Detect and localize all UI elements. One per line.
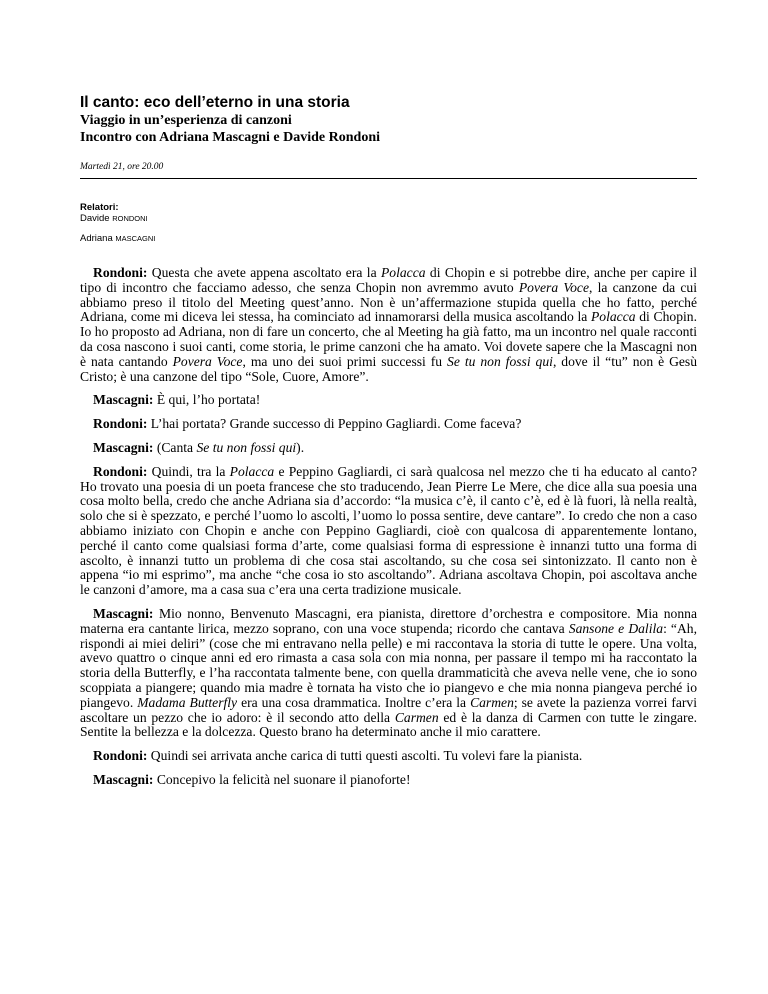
event-date: Martedì 21, ore 20.00 — [80, 162, 697, 179]
paragraph-text: , dove il “tu” non è Gesù Cristo; è una canzone del tipo “Sole, Cuore, Amore”. — [80, 353, 698, 384]
italic-title-text: Carmen — [470, 694, 514, 710]
paragraph-text: È qui, l’ho portata! — [153, 392, 261, 408]
paragraph-text: e Peppino Gagliardi, ci sarà qualcosa nel mezzo che ti ha educato al canto? Ho trovato una poesia di un poeta francese che sto traducendo, Jean Pierre Le Mere, che dice alla sua poesia una cosa molto bella, credo che anche Adriana sia d’accordo: “la musica c’è, il canto c’è, ed è là fuori, là nella realtà, solo che si è spezzato, e perché l’uomo lo ascolti, l’uomo lo possa sentire, deve cantare”. Io credo che non a caso abbiamo iniziato con Chopin e anche con Peppino Gagliardi, cioè con qualcosa di apparentemente lontano, perché il canto come qualsiasi forma d’arte, come qualsiasi forma di espressione è innanzi tutto una forma di ascolto, è innanzi tutto un problema di che cosa stai ascoltando, su che cosa sei sintonizzato. Il canto non è appena “io mi esprimo”, ma anche “che cosa io sto ascoltando”. Adriana ascoltava Chopin, poi ascoltava anche le canzoni d’amore, ma a casa sua c’era una certa tradizione musicale. — [80, 463, 697, 598]
paragraph-text: Quindi, tra la — [147, 463, 230, 479]
dialogue-paragraph — [80, 465, 697, 598]
paragraph-text: L’hai portata? Grande successo di Peppino Gagliardi. Come faceva? — [147, 416, 522, 432]
italic-title-text: Polacca — [591, 309, 636, 325]
dialogue-paragraph — [80, 441, 697, 456]
speaker-label: Mascagni: — [93, 392, 154, 408]
paragraph-text: di Chopin e si potrebbe dire, anche per capire il tipo di incontro che facciamo adesso, che senza Chopin non avremmo avuto — [80, 265, 698, 295]
paragraph-text: , la canzone da cui abbiamo preso il titolo del Meeting quest’anno. Non è un’affermazione stupida quella che ho fatto, perché Adriana, come mi diceva lei stessa, ha cominciato ad innamorarsi della musica ascoltando la — [80, 279, 697, 325]
speaker-label: Rondoni: — [93, 265, 148, 280]
dialogue-paragraph — [80, 417, 697, 432]
italic-title-text: Povera Voce — [172, 353, 243, 369]
document-subtitle: Viaggio in un’esperienza di canzoni — [80, 113, 292, 128]
speaker-label: Mascagni: — [93, 605, 154, 621]
relatore-first-name: Davide — [80, 213, 110, 224]
dialogue-paragraph — [80, 266, 697, 384]
relatore-last-name: MASCAGNI — [115, 234, 156, 243]
paragraph-text: : “Ah, rispondi ai miei deliri” (cose che mi entravano nella pelle) e mi raccontava la storia di tutte le opere. Una volta, avevo quattro o cinque anni ed ero rimasta a casa sola con mia nonna, per passare il tempo mi ha raccontato la storia della Butterfly, e l’ha raccontata talmente bene, con quella drammaticità che aveva nelle vene, che io sono scoppiata a piangere; quando mia madre è tornata ha visto che io piangevo e che mia nonna piangeva perché io piangevo. — [80, 620, 697, 710]
paragraph-text: Quindi sei arrivata anche carica di tutti questi ascolti. Tu volevi fare la pianista. — [147, 748, 583, 764]
relatore-last-name: RONDONI — [112, 214, 148, 223]
relatori-label: Relatori: — [80, 202, 119, 213]
paragraph-text: , ma uno dei suoi primi successi fu — [242, 353, 448, 369]
relatore-mascagni — [80, 233, 697, 244]
paragraph-text: Mio nonno, Benvenuto Mascagni, era pianista, direttore d’orchestra e compositore. Mia nonna materna era cantante lirica, mezzo soprano, con una voce stupenda; ricordo che cantava — [80, 605, 697, 636]
speaker-label: Rondoni: — [93, 748, 148, 764]
dialogue-paragraph — [80, 749, 697, 764]
italic-title-text: Se tu non fossi qui — [196, 439, 297, 455]
dialogue-paragraph — [80, 773, 697, 788]
paragraph-text: ; se avete la pazienza vorrei farvi ascoltare un pezzo che io adoro: è il secondo atto della — [80, 694, 697, 725]
paragraph-text: era una cosa drammatica. Inoltre c’era la — [237, 694, 471, 710]
italic-title-text: Madama Butterfly — [137, 694, 238, 710]
italic-title-text: Polacca — [229, 463, 275, 479]
paragraph-text: ). — [296, 439, 305, 455]
dialogue-paragraph — [80, 393, 697, 408]
italic-title-text: Povera Voce — [518, 279, 589, 295]
italic-title-text: Polacca — [381, 265, 426, 280]
paragraph-text: (Canta — [153, 439, 197, 455]
paragraph-text: di Chopin. Io ho proposto ad Adriana, non di fare un concerto, che al Meeting ha già fatto, ma un incontro nel quale racconti da cosa nascono i suoi canti, come storia, le prime canzoni che ha amato. Voi dovete sapere che la Mascagni non è nata cantando — [80, 309, 697, 369]
italic-title-text: Se tu non fossi qui — [447, 353, 553, 369]
paragraph-text: Concepivo la felicità nel suonare il pianoforte! — [153, 771, 411, 787]
dialogue-paragraph — [80, 607, 697, 740]
document-subtitle-speakers: Incontro con Adriana Mascagni e Davide Rondoni — [80, 130, 380, 145]
document-page — [80, 93, 697, 797]
italic-title-text: Carmen — [394, 709, 439, 725]
relatore-first-name: Adriana — [80, 233, 113, 244]
paragraph-text: Questa che avete appena ascoltato era la — [147, 265, 381, 280]
document-title: Il canto: eco dell’eterno in una storia — [80, 94, 350, 111]
speaker-label: Mascagni: — [93, 771, 154, 787]
relatori-block — [80, 202, 697, 244]
speaker-label: Rondoni: — [93, 416, 148, 432]
paragraph-text: ed è la danza di Carmen con tutte le zingare. Sentite la bellezza e la dolcezza. Questo brano ha determinato anche il mio carattere. — [80, 709, 698, 740]
relatore-rondoni — [80, 213, 697, 224]
italic-title-text: Sansone e Dalila — [568, 620, 664, 636]
speaker-label: Mascagni: — [93, 439, 154, 455]
speaker-label: Rondoni: — [93, 463, 148, 479]
dialogue-body — [80, 266, 697, 788]
